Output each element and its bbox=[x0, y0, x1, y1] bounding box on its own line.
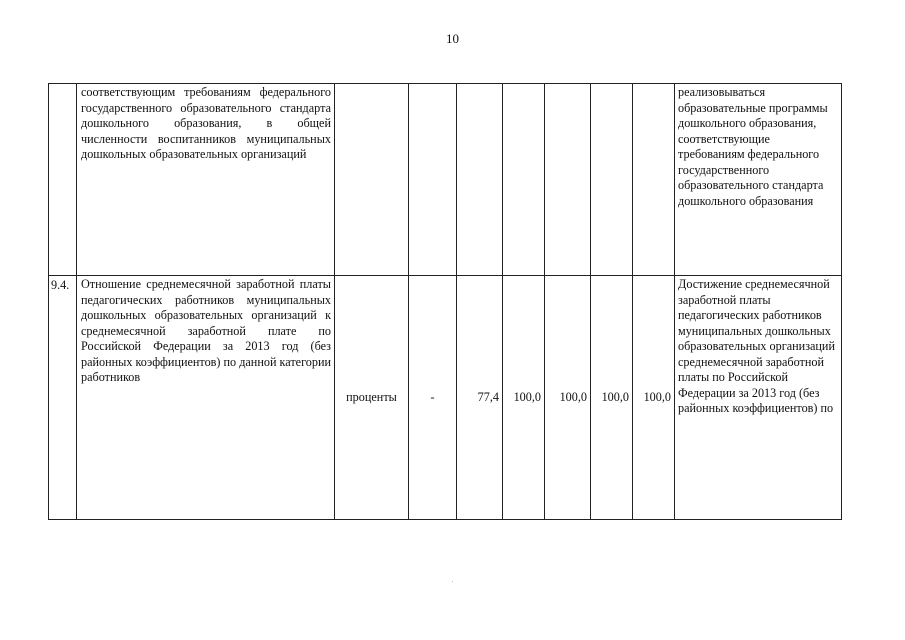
row-number bbox=[49, 84, 77, 276]
value-cell: 77,4 bbox=[457, 276, 503, 520]
indicator-description: соответствующим требованиям федерального государственного образовательного стандарта дошкольного образования, в общей численности воспитанников муниципальных дошкольных образовательных организаций bbox=[77, 84, 335, 276]
value-cell bbox=[545, 84, 591, 276]
scan-speck bbox=[452, 581, 453, 582]
value-cell: 100,0 bbox=[591, 276, 633, 520]
unit-cell: проценты bbox=[335, 276, 409, 520]
unit-cell bbox=[335, 84, 409, 276]
value-cell: 100,0 bbox=[545, 276, 591, 520]
table-row bbox=[49, 276, 842, 520]
indicator-description: Отношение среднемесячной заработной платы педагогических работников муниципальных дошкольных образовательных организаций к среднемесячной заработной плате по Российской Федерации за 2013 год (без районных коэффициентов) по данной категории работников bbox=[77, 276, 335, 520]
note-cell: реализовываться образовательные программы дошкольного образования, соответствующие требованиям федерального государственного образовательного стандарта дошкольного образования bbox=[675, 84, 842, 276]
table-row bbox=[49, 84, 842, 276]
value-cell: 100,0 bbox=[633, 276, 675, 520]
base-value-cell: - bbox=[409, 276, 457, 520]
base-value-cell bbox=[409, 84, 457, 276]
value-cell bbox=[503, 84, 545, 276]
value-cell bbox=[633, 84, 675, 276]
value-cell bbox=[591, 84, 633, 276]
note-cell: Достижение среднемесячной заработной платы педагогических работников муниципальных дошкольных образовательных организаций среднемесячной заработной платы по Российской Федерации за 2013 год (без районных коэффициентов) по bbox=[675, 276, 842, 520]
row-number: 9.4. bbox=[49, 276, 77, 520]
page-number: 10 bbox=[446, 31, 459, 46]
indicators-table bbox=[48, 83, 842, 520]
value-cell bbox=[457, 84, 503, 276]
value-cell: 100,0 bbox=[503, 276, 545, 520]
